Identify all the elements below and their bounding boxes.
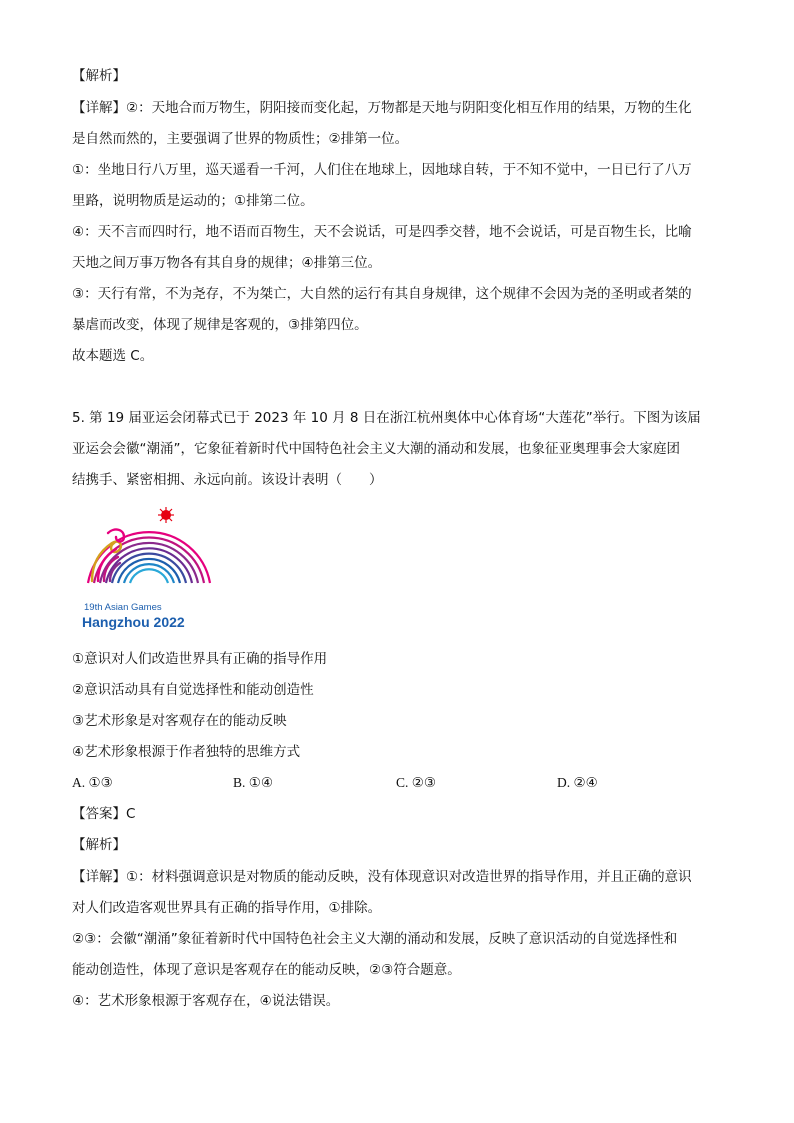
option-b: B. ①④ (233, 775, 273, 790)
analysis-line: 【详解】②：天地合而万物生，阴阳接而变化起，万物都是天地与阴阳变化相互作用的结果，万物的生化 (72, 100, 692, 116)
analysis-heading-1: 【解析】 (72, 68, 126, 84)
asian-games-emblem-icon (78, 503, 218, 633)
statement-1: ①意识对人们改造世界具有正确的指导作用 (72, 651, 328, 667)
logo-text-line1: 19th Asian Games (84, 602, 162, 613)
question-stem: 亚运会会徽“潮涌”，它象征着新时代中国特色社会主义大潮的涌动和发展，也象征亚奥理事会大家庭团 (72, 441, 680, 457)
analysis-line: 暴虐而改变，体现了规律是客观的，③排第四位。 (72, 317, 368, 333)
option-d: D. ②④ (557, 775, 598, 790)
analysis-line: ④：天不言而四时行，地不语而百物生，天不会说话，可是四季交替，地不会说话，可是百物生长，比喻 (72, 224, 692, 240)
analysis-line: 天地之间万事万物各有其自身的规律；④排第三位。 (72, 255, 382, 271)
analysis-heading-2: 【解析】 (72, 837, 126, 853)
asian-games-logo (78, 503, 218, 633)
analysis-line: ③：天行有常，不为尧存，不为桀亡，大自然的运行有其自身规律，这个规律不会因为尧的圣明或者桀的 (72, 286, 692, 302)
logo-text-line2: Hangzhou 2022 (82, 614, 185, 630)
analysis-line: 【详解】①：材料强调意识是对物质的能动反映，没有体现意识对改造世界的指导作用，并且正确的意识 (72, 869, 692, 885)
statement-3: ③艺术形象是对客观存在的能动反映 (72, 713, 287, 729)
statement-4: ④艺术形象根源于作者独特的思维方式 (72, 744, 301, 760)
analysis-conclusion: 故本题选 C。 (72, 348, 154, 364)
option-a: A. ①③ (72, 775, 113, 790)
analysis-line: ④：艺术形象根源于客观存在，④说法错误。 (72, 993, 340, 1009)
analysis-line: 对人们改造客观世界具有正确的指导作用，①排除。 (72, 900, 382, 916)
option-c: C. ②③ (396, 775, 436, 790)
question-stem: 5. 第 19 届亚运会闭幕式已于 2023 年 10 月 8 日在浙江杭州奥体中心体育场“大莲花”举行。下图为该届 (72, 410, 701, 426)
answer-label: 【答案】C (72, 806, 136, 822)
analysis-line: 能动创造性，体现了意识是客观存在的能动反映，②③符合题意。 (72, 962, 461, 978)
statement-2: ②意识活动具有自觉选择性和能动创造性 (72, 682, 314, 698)
analysis-line: 是自然而然的，主要强调了世界的物质性；②排第一位。 (72, 131, 409, 147)
analysis-line: 里路，说明物质是运动的；①排第二位。 (72, 193, 314, 209)
analysis-line: ①：坐地日行八万里，巡天遥看一千河，人们住在地球上，因地球自转，于不知不觉中，一日已行了八万 (72, 162, 692, 178)
question-stem: 结携手、紧密相拥、永远向前。该设计表明（ ） (72, 472, 383, 488)
analysis-line: ②③：会徽“潮涌”象征着新时代中国特色社会主义大潮的涌动和发展，反映了意识活动的自觉选择性和 (72, 931, 678, 947)
